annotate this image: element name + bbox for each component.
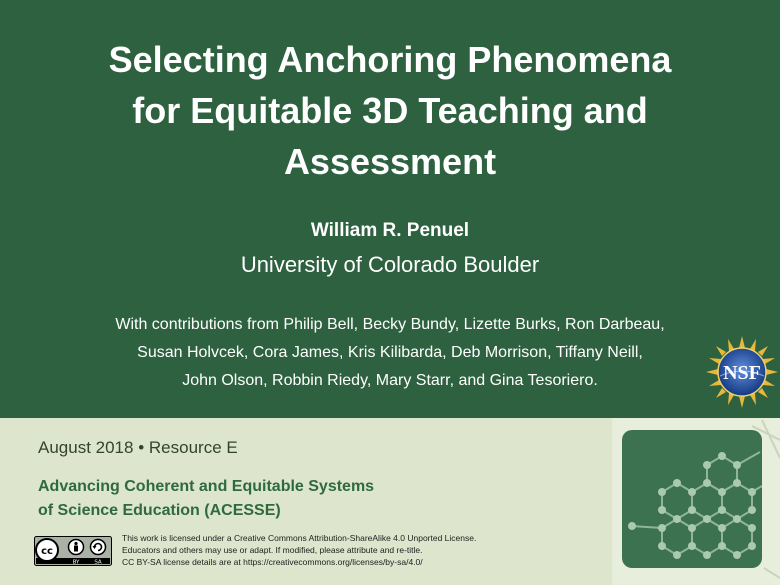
date-text: August 2018 bbox=[38, 438, 134, 457]
author-affiliation: University of Colorado Boulder bbox=[240, 252, 540, 277]
title-line-1: Selecting Anchoring Phenomena bbox=[108, 39, 672, 80]
license-line-2: Educators and others may use or adapt. If modified, please attribute and re-title. bbox=[122, 545, 423, 555]
license-line-3: CC BY-SA license details are at https://creativecommons.org/licenses/by-sa/4.0/ bbox=[122, 557, 423, 567]
org-line-1: Advancing Coherent and Equitable Systems bbox=[38, 478, 375, 495]
footer-section bbox=[0, 418, 780, 585]
license-line-1: This work is licensed under a Creative Commons Attribution-ShareAlike 4.0 Unported License. bbox=[122, 533, 477, 543]
contributors-line-2: Susan Holvcek, Cora James, Kris Kilibarda, Deb Morrison, Tiffany Neill, bbox=[137, 344, 643, 361]
title-line-3: Assessment bbox=[283, 141, 497, 182]
separator-dot: • bbox=[138, 438, 145, 457]
svg-text:BY: BY bbox=[72, 559, 80, 566]
slide-title bbox=[20, 34, 760, 187]
license-text bbox=[122, 532, 476, 568]
contributors-line-1: With contributions from Philip Bell, Becky Bundy, Lizette Burks, Ron Darbeau, bbox=[115, 316, 665, 333]
svg-text:SA: SA bbox=[94, 559, 102, 566]
hexagon-network-icon bbox=[622, 430, 762, 568]
contributors bbox=[40, 311, 740, 395]
cc-by-sa-icon bbox=[34, 536, 112, 566]
footer-logo-panel bbox=[612, 418, 780, 585]
title-line-2: for Equitable 3D Teaching and bbox=[132, 90, 648, 131]
organization-name bbox=[38, 475, 374, 523]
svg-text:cc: cc bbox=[41, 546, 53, 557]
org-line-2: of Science Education (ACESSE) bbox=[38, 502, 281, 519]
contributors-line-3: John Olson, Robbin Riedy, Mary Starr, and Gina Tesoriero. bbox=[182, 372, 598, 389]
author-name: William R. Penuel bbox=[310, 220, 470, 241]
resource-label: Resource E bbox=[148, 438, 238, 457]
nsf-logo-icon bbox=[706, 336, 778, 408]
date-resource bbox=[38, 438, 238, 458]
nsf-logo-text: NSF bbox=[723, 362, 761, 384]
